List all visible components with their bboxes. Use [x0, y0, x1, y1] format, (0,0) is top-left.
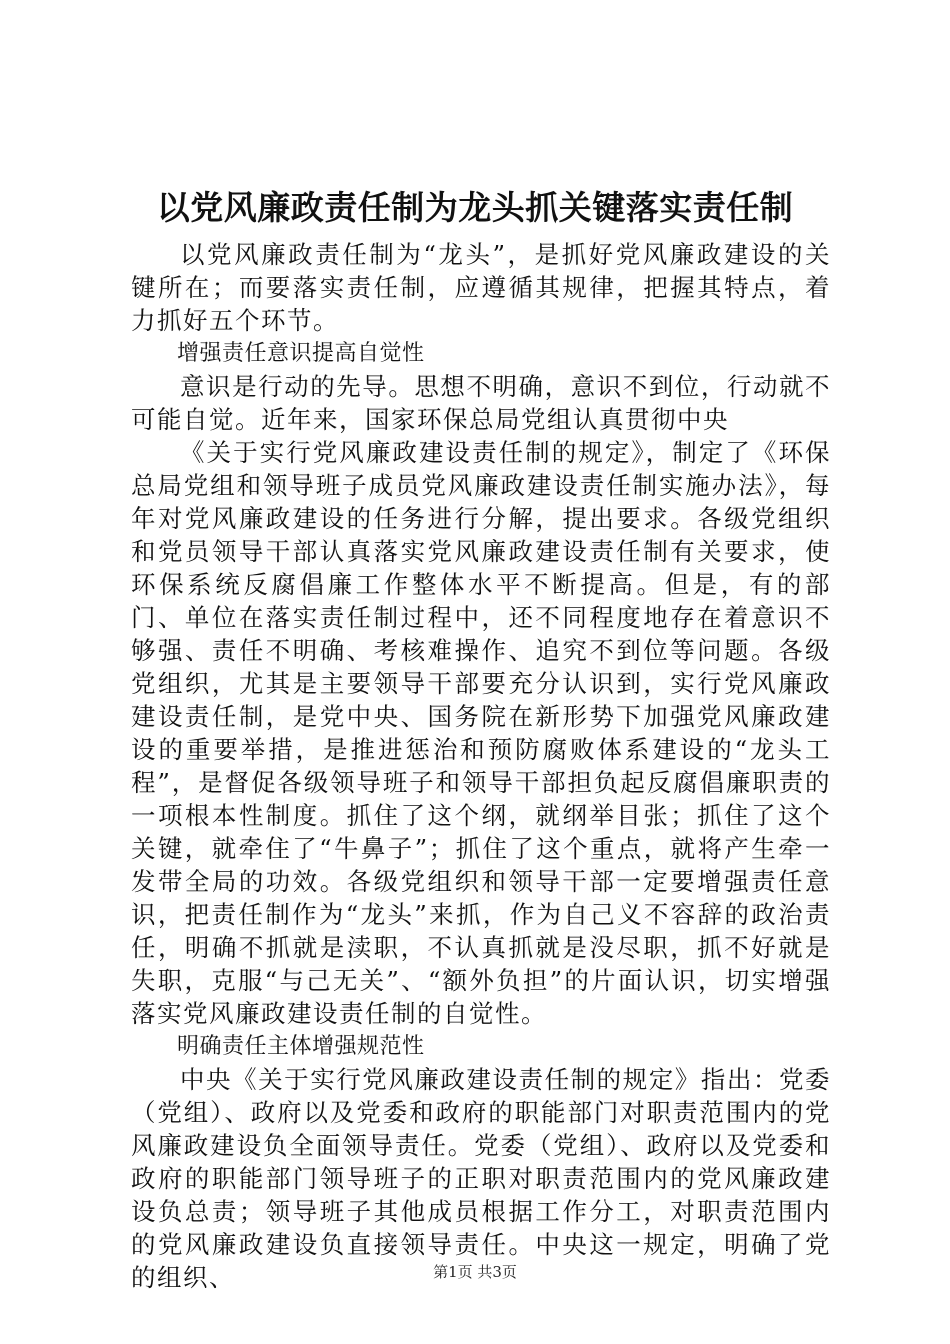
paragraph-responsibility: 中央《关于实行党风廉政建设责任制的规定》指出：党委（党组）、政府以及党委和政府的职能部门对职责范围内的党风廉政建设负全面领导责任。党委（党组）、政府以及党委和政府的职能部门领导班子的正职对职责范围内的党风廉政建设负总责；领导班子其他成员根据工作分工，对职责范围内的党风廉政建设负直接领导责任。中央这一规定，明确了党的组织、: [131, 1065, 831, 1292]
document-body: [131, 238, 831, 1294]
section-heading-awareness: 增强责任意识提高自觉性: [177, 341, 425, 366]
section-heading-responsibility: 明确责任主体增强规范性: [177, 1034, 425, 1059]
paragraph-awareness-1: 意识是行动的先导。思想不明确，意识不到位，行动就不可能自觉。近年来，国家环保总局党组认真贯彻中央: [131, 372, 831, 434]
document-title: 以党风廉政责任制为龙头抓关键落实责任制: [156, 188, 794, 227]
paragraph-awareness-2: 《关于实行党风廉政建设责任制的规定》，制定了《环保总局党组和领导班子成员党风廉政建设责任制实施办法》，每年对党风廉政建设的任务进行分解，提出要求。各级党组织和党员领导干部认真落实党风廉政建设责任制有关要求，使环保系统反腐倡廉工作整体水平不断提高。但是，有的部门、单位在落实责任制过程中，还不同程度地存在着意识不够强、责任不明确、考核难操作、追究不到位等问题。各级党组织，尤其是主要领导干部要充分认识到，实行党风廉政建设责任制，是党中央、国务院在新形势下加强党风廉政建设的重要举措，是推进惩治和预防腐败体系建设的“龙头工程”，是督促各级领导班子和领导干部担负起反腐倡廉职责的一项根本性制度。抓住了这个纲，就纲举目张；抓住了这个关键，就牵住了“牛鼻子”；抓住了这个重点，就将产生牵一发带全局的功效。各级党组织和领导干部一定要增强责任意识，把责任制作为“龙头”来抓，作为自己义不容辞的政治责任，明确不抓就是渎职，不认真抓就是没尽职，抓不好就是失职，克服“与己无关”、“额外负担”的片面认识，切实增强落实党风廉政建设责任制的自觉性。: [131, 438, 831, 1028]
paragraph-intro: 以党风廉政责任制为“龙头”，是抓好党风廉政建设的关键所在；而要落实责任制，应遵循其规律，把握其特点，着力抓好五个环节。: [131, 240, 831, 335]
page-footer: 第1页 共3页: [433, 1263, 517, 1281]
